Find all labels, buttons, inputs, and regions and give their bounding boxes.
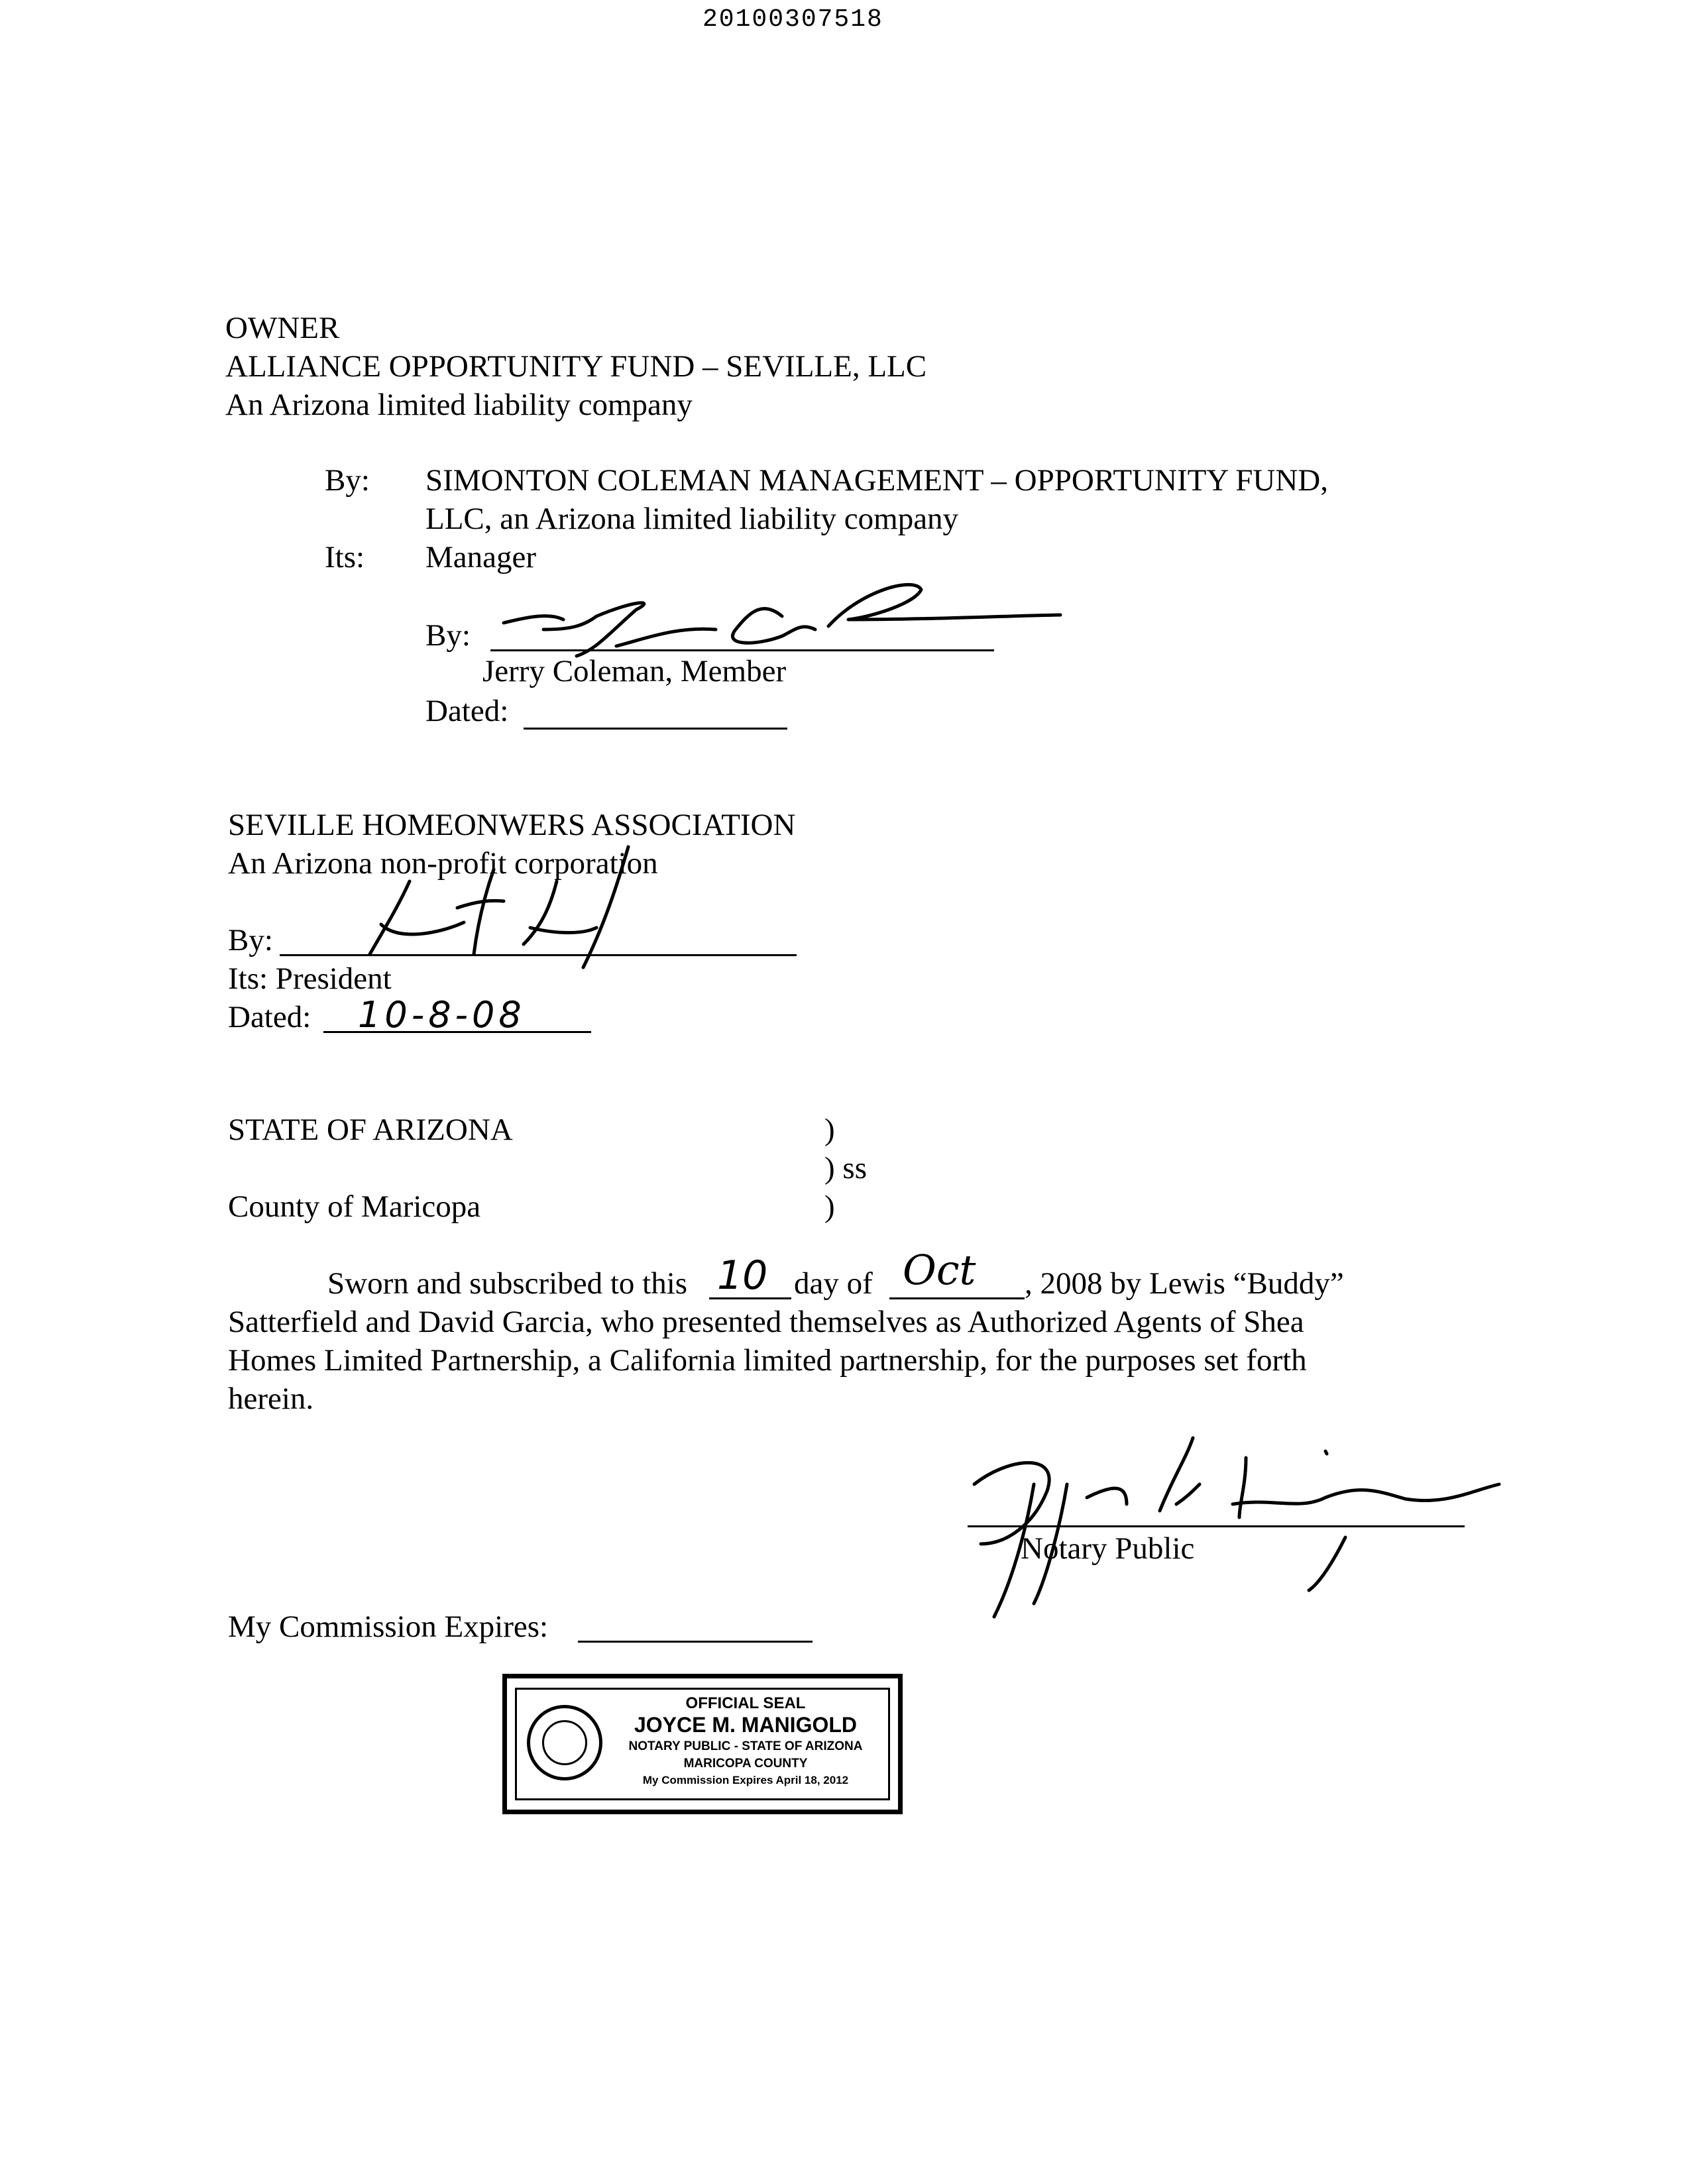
venue-paren-bottom: ) bbox=[824, 1189, 835, 1224]
venue-county: County of Maricopa bbox=[228, 1189, 481, 1224]
seal-line-3: NOTARY PUBLIC - STATE OF ARIZONA bbox=[628, 1739, 863, 1753]
venue-state: STATE OF ARIZONA bbox=[228, 1113, 513, 1147]
jurat-text-line3: Homes Limited Partnership, a California limited partnership, for the purposes set forth bbox=[228, 1343, 1307, 1378]
owner-its-label: Its: bbox=[325, 540, 365, 574]
jurat-text-part2: day of bbox=[794, 1266, 873, 1301]
owner-signature-by-label: By: bbox=[425, 618, 471, 653]
notary-signature-icon bbox=[974, 1438, 1499, 1617]
jurat-day-value: 10 bbox=[717, 1252, 768, 1299]
seal-line-4: MARICOPA COUNTY bbox=[683, 1757, 808, 1771]
jurat-text-line4: herein. bbox=[228, 1382, 314, 1416]
owner-signer: Jerry Coleman, Member bbox=[482, 654, 787, 688]
owner-by-label: By: bbox=[325, 463, 370, 498]
owner-signature-icon bbox=[504, 584, 1060, 656]
seal-line-2: JOYCE M. MANIGOLD bbox=[634, 1713, 857, 1737]
association-dated-value: 10-8-08 bbox=[358, 994, 526, 1036]
association-its: Its: President bbox=[228, 961, 392, 996]
seal-line-5: My Commission Expires April 18, 2012 bbox=[642, 1774, 849, 1786]
association-name: SEVILLE HOMEONWERS ASSOCIATION bbox=[228, 808, 796, 842]
association-dated-label: Dated: bbox=[228, 1000, 311, 1034]
association-by-label: By: bbox=[228, 923, 273, 957]
owner-its-value: Manager bbox=[425, 540, 537, 574]
venue-ss: ) ss bbox=[824, 1151, 867, 1185]
document-number: 20100307518 bbox=[702, 5, 883, 34]
notary-public-label: Notary Public bbox=[1021, 1531, 1195, 1566]
owner-heading: OWNER bbox=[225, 311, 340, 345]
venue-paren-top: ) bbox=[824, 1113, 835, 1147]
owner-dated-label: Dated: bbox=[425, 694, 509, 728]
owner-by-value-line1: SIMONTON COLEMAN MANAGEMENT – OPPORTUNITY FUND, bbox=[425, 463, 1328, 498]
owner-name: ALLIANCE OPPORTUNITY FUND – SEVILLE, LLC bbox=[225, 349, 927, 384]
seal-line-1: OFFICIAL SEAL bbox=[685, 1694, 806, 1712]
owner-type: An Arizona limited liability company bbox=[225, 388, 693, 422]
jurat-text-part3: , 2008 by Lewis “Buddy” bbox=[1025, 1266, 1344, 1301]
association-type: An Arizona non-profit corporation bbox=[228, 846, 658, 881]
jurat-month-value: Oct bbox=[903, 1246, 976, 1294]
jurat-text-line2: Satterfield and David Garcia, who presented themselves as Authorized Agents of Shea bbox=[228, 1305, 1304, 1339]
jurat-text-part1: Sworn and subscribed to this bbox=[327, 1266, 688, 1301]
commission-expires-label: My Commission Expires: bbox=[228, 1610, 549, 1644]
owner-by-value-line2: LLC, an Arizona limited liability company bbox=[425, 502, 959, 536]
association-signature-icon bbox=[370, 847, 628, 967]
